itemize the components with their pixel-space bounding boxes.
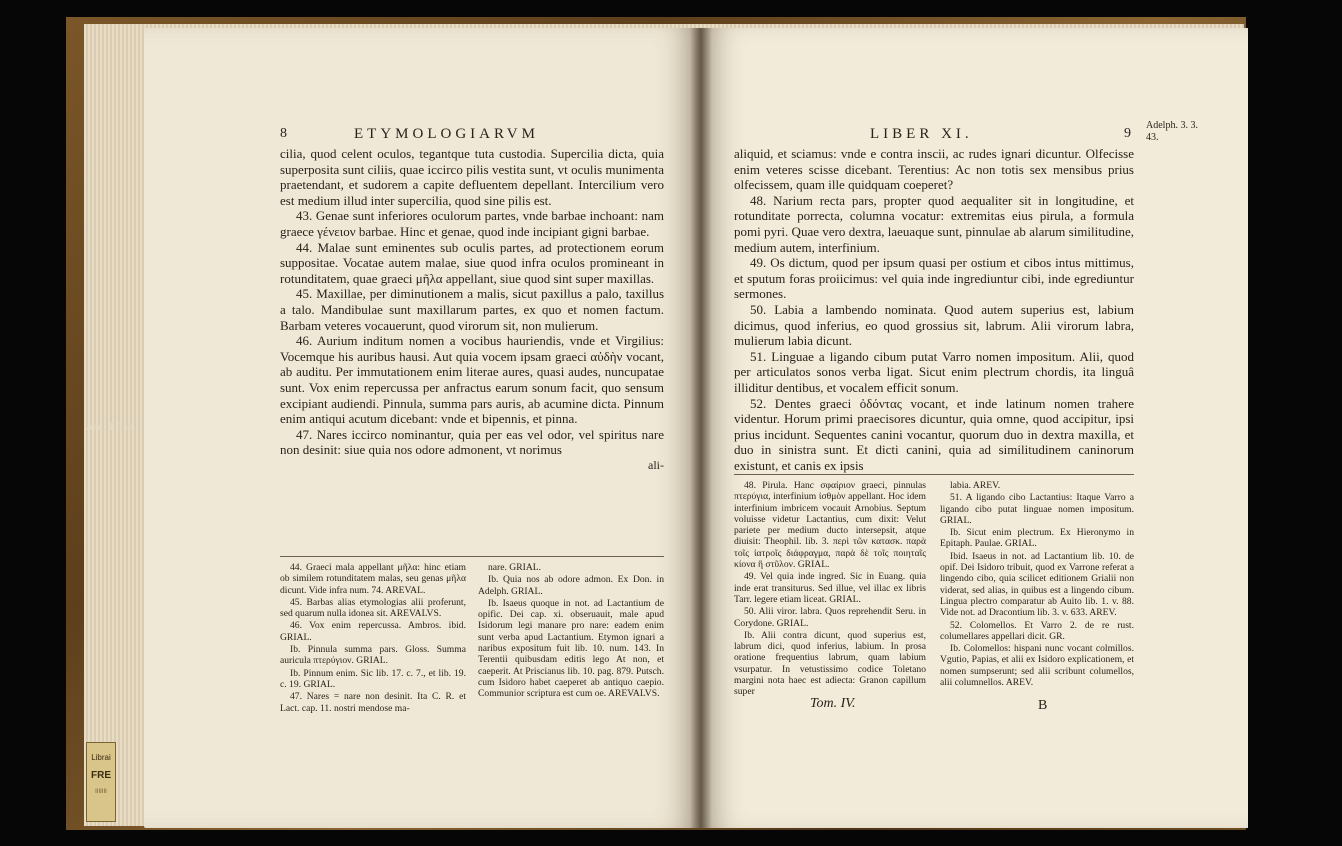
footnote: Ib. Quia nos ab odore admon. Ex Don. in Adelph. GRIAL. — [478, 574, 664, 597]
left-paragraph: 44. Malae sunt eminentes sub oculis partes, ad protectionem eorum suppositae. Vocatae autem malae, siue quod infra oculos promineant in rotunditatem, quae graeci μῆλα appellant, siue quod sint super maxillas. — [280, 239, 664, 286]
right-notes-col1 — [734, 480, 926, 699]
right-paragraph: 50. Labia a lambendo nominata. Quod autem superius est, labium dicimus, quod inferius, eo quod grossius sit, labrum. Alii virorum labra, mulierum labia dicunt. — [734, 301, 1134, 349]
footnote: Ib. Colomellos: hispani nunc vocant colmillos. Vgutio, Papias, et alii ex Isidoro explicationem, et nomen sumpserunt; sed alii scribunt columellos, alii columnellos. AREV. — [940, 643, 1134, 689]
footnote: 49. Vel quia inde ingred. Sic in Euang. quia inde erat transiturus. Sed illue, vel illac ex libris Tarr. legere etiam liceat. GRIAL. — [734, 571, 926, 605]
library-label-mid: FRE — [91, 770, 111, 781]
right-paragraph: 51. Linguae a ligando cibum putat Varro nomen impositum. Alii, quod per articulatos sonos verba ligat. Sicut enim plectrum chordis, ita linguâ illiditur dentibus, et vocalem efficit sonum. — [734, 348, 1134, 395]
signature-tom: Tom. IV. — [810, 696, 856, 711]
left-main-text — [280, 146, 664, 473]
left-paragraph: 45. Maxillae, per diminutionem a malis, sicut paxillus a palo, taxillus a talo. Mandibulae sunt maxillarum partes, ex quo et nomen factum. Barbam veteres vocauerunt, quod virorum sit, non mulierum. — [280, 286, 664, 333]
footnote: Ib. Alii contra dicunt, quod superius est, labrum dici, quod inferius, labium. In prosa oratione frequentius labrum, quam labium vsurpatur. In vetustissimo codice Toletano margini nota haec est adiecta: Granon capillum super — [734, 629, 926, 698]
right-main-text — [734, 146, 1134, 473]
footnote: Ib. Pinnula summa pars. Gloss. Summa auricula πτερύγιον. GRIAL. — [280, 644, 466, 667]
footnote: Ib. Isaeus quoque in not. ad Lactantium de opific. Dei cap. xi. obseruauit, male apud Isidorum legi manare pro nare: eadem enim sunt verba apud Lactantium. Etymon ignari a naribus expositum fuit lib. 10. num. 143. In Terentii quibusdam editis lego At non, et caeperit. At Priscianus lib. 10. pag. 879. Putsch. cum Isidoro habet caeperet ab antiquo caepio. Communior scriptura est cum oe. AREVALVS. — [478, 597, 664, 700]
left-page-number: 8 — [280, 126, 287, 141]
footnote: 52. Colomellos. Et Varro 2. de re rust. columellares appellari dicit. GR. — [940, 619, 1134, 642]
signature-b: B — [1038, 698, 1048, 713]
right-margin-note: Adelph. 3. 3. 43. — [1146, 120, 1198, 143]
left-paragraph: 43. Genae sunt inferiores oculorum partes, vnde barbae inchoant: nam graece γένειον barbae. Hinc et genae, quod inde incipiant gigni barbae. — [280, 208, 664, 239]
library-label-top: Librai — [91, 753, 111, 762]
right-notes-col2 — [940, 480, 1134, 689]
footnote: 50. Alii viror. labra. Quos reprehendit Seru. in Corydone. GRIAL. — [734, 606, 926, 629]
left-notes-col2 — [478, 562, 664, 701]
footnote: 48. Pirula. Hanc σφαίριον graeci, pinnulas πτερύγια, interfinium ἰσθμὸν appellant. Hoc idem interfinium imbricem vocauit Arnobius. Septum voluisse videtur Lactantius, cum dixit: Velut pariete per medium ducto intersepsit, atque diuisit: Theophil. lib. 3. περὶ τῶν κατασκ. παρὰ τοῖς ἰατροῖς διάφραγμα, παρὰ δὲ τοῖς ποιηταῖς κίονα ἢ στῦλον. GRIAL. — [734, 480, 926, 571]
library-shelf-label — [86, 742, 116, 822]
right-paragraph: 48. Narium recta pars, propter quod aequaliter sit in longitudine, et rotunditate porrecta, columna vocatur: extremitas eius pirula, a formula pomi pyri. Quae vero dextra, laeuaque sunt, pinnulae ab alarum similitudine, medium autem, interfinium. — [734, 192, 1134, 255]
library-label-bottom: IIIIIII — [95, 789, 107, 795]
footnote: 51. A ligando cibo Lactantius: Itaque Varro a ligando cibo putat linguae nomen impositum. GRIAL. — [940, 492, 1134, 526]
right-page — [700, 28, 1248, 828]
left-running-head: ETYMOLOGIARVM — [354, 126, 539, 142]
right-footnote-rule — [734, 474, 1134, 475]
footnote: Ib. Pinnum enim. Sic lib. 17. c. 7., et lib. 19. c. 19. GRIAL. — [280, 667, 466, 690]
footnote: labia. AREV. — [950, 480, 1001, 491]
footnote: nare. GRIAL. — [488, 562, 542, 573]
right-paragraph: aliquid, et sciamus: vnde e contra inscii, ac rudes ignari dicuntur. Olfecisse enim veteres scisse dicebant. Terentius: Ac non totis sex mensibus prius olfecissem, quam ille quidquam coeperet? — [734, 146, 1134, 193]
right-page-number: 9 — [1124, 126, 1131, 141]
left-notes-col1 — [280, 562, 466, 715]
footnote: 44. Graeci mala appellant μῆλα: hinc etiam ob similem rotunditatem malas, seu genas μῆλα dicunt. Vide infra num. 74. AREVAL. — [280, 562, 466, 596]
left-paragraph: cilia, quod celent oculos, tegantque tuta custodia. Supercilia dicta, quia superposita sunt ciliis, quae iccirco pilis vestita sunt, vt oculis munimenta praetendant, et sudorem a capite defluentem depellant. Intercilium vero est medium illud inter supercilia, quod sine pilis est. — [280, 146, 664, 208]
left-catchword: ali- — [648, 457, 664, 472]
footnote: Ibid. Isaeus in not. ad Lactantium lib. 10. de opif. Dei Isidoro tribuit, quod ex Varrone referat a lingendo cibo, quia scilicet editionem Grialii non viderat, sed alias, in quibus est a lingendo cibum. Lingua plectro comparatur ab Auito lib. 1. v. 88. Vide not. ad Dracontium lib. 3. v. 633. AREV. — [940, 550, 1134, 619]
right-paragraph: 52. Dentes graeci ὀδόντας vocant, et inde latinum nomen trahere videntur. Horum primi praecisores dicuntur, quia omne, quod accipitur, ipsi prius incidunt. Sequentes canini vocantur, quorum duo in dextra maxilla, et duo in sinistra sunt. Et dicti canini, quia ad similitudinem caninorum existunt, et canis ex ipsis — [734, 395, 1134, 473]
right-paragraph: 49. Os dictum, quod per ipsum quasi per ostium et cibos intus mittimus, et sputum foras proiicimus: vel quia inde ingrediuntur cibi, inde egrediuntur sermones. — [734, 255, 1134, 302]
footnote: 45. Barbas alias etymologias alii proferunt, sed quarum nulla idonea sit. AREVALVS. — [280, 596, 466, 620]
left-paragraph: 46. Aurium inditum nomen a vocibus hauriendis, vnde et Virgilius: Vocemque his auribus hausi. Aut quia vocem ipsam graeci αὐδὴν vocant, ab auditu. Per immutationem enim literae aures, quasi audes, nuncupatae sunt. Vox enim repercussa per anfractus earum sonum facit, quo sensum excipiant audiendi. Pinnula, summa pars auris, ab acumine dicta. Pinnum enim antiqui acutum dicebant: vnde et bipennis, et pinna. — [280, 333, 664, 427]
footnote: Ib. Sicut enim plectrum. Ex Hieronymo in Epitaph. Paulae. GRIAL. — [940, 527, 1134, 550]
footnote: 47. Nares = nare non desinit. Ita C. R. et Lact. cap. 11. nostri mendose ma- — [280, 691, 466, 714]
left-margin-note: Aen. 4. 359. — [86, 422, 136, 433]
left-paragraph: 47. Nares iccirco nominantur, quia per eas vel odor, vel spiritus nare non desinit: siue quia nos odore admonent, vt norimus — [280, 426, 664, 458]
footnote: 46. Vox enim repercussa. Ambros. ibid. GRIAL. — [280, 620, 466, 643]
book-gutter — [690, 28, 712, 828]
left-footnote-rule — [280, 556, 664, 557]
right-running-head: LIBER XI. — [870, 126, 973, 142]
left-page — [144, 28, 700, 828]
